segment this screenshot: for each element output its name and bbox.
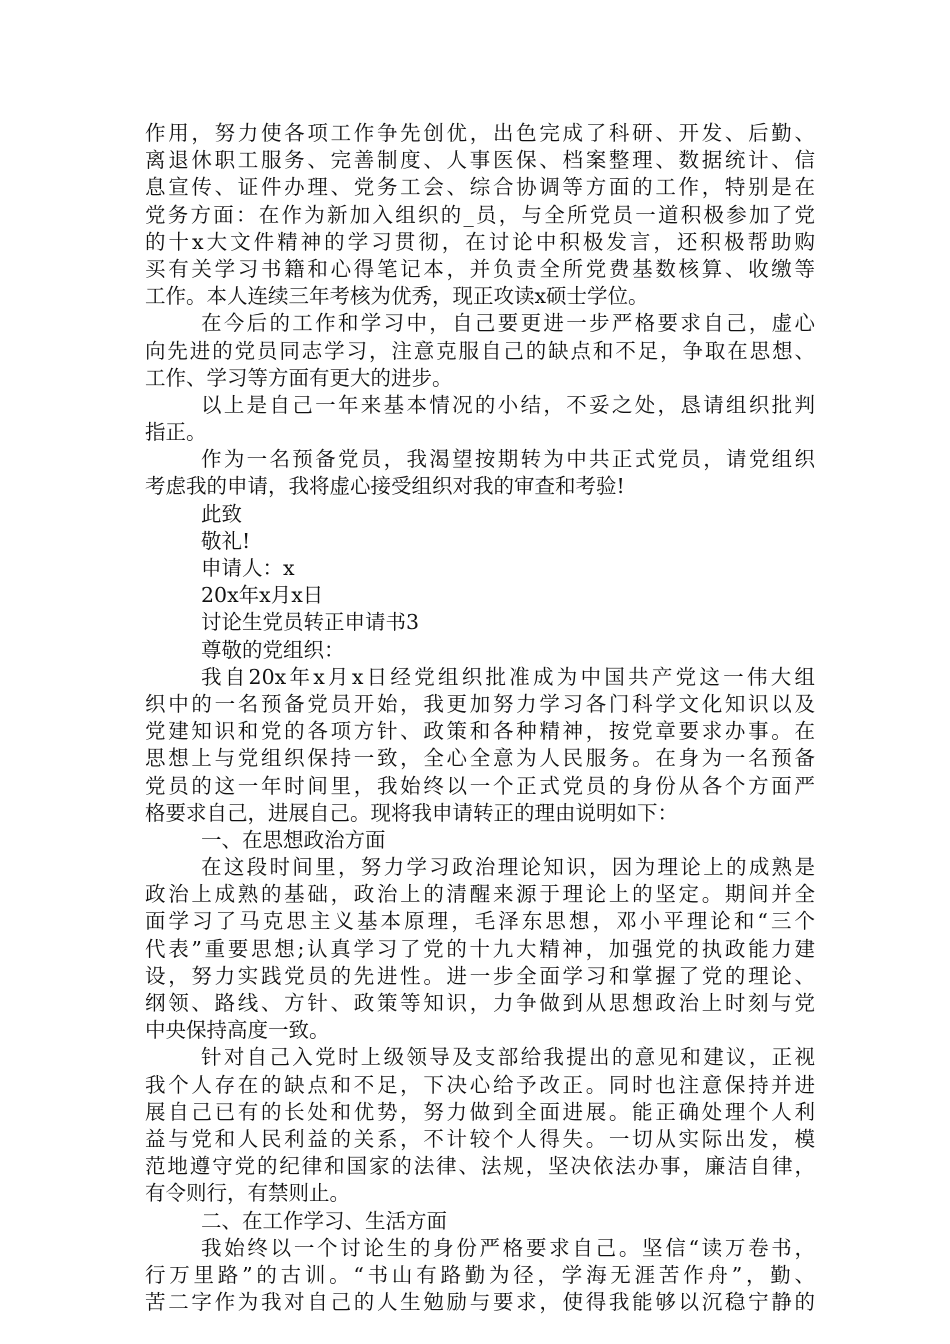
text-line: 党建知识和党的各项方针、政策和各种精神，按党章要求办事。在 bbox=[145, 719, 815, 744]
text-line: 在今后的工作和学习中，自己要更进一步严格要求自己，虚心 bbox=[201, 311, 815, 336]
text-line: 设，努力实践党员的先进性。进一步全面学习和掌握了党的理论、 bbox=[145, 963, 815, 988]
text-line: 作为一名预备党员，我渴望按期转为中共正式党员，请党组织 bbox=[201, 447, 815, 472]
text-line: 考虑我的申请，我将虚心接受组织对我的审查和考验! bbox=[145, 474, 625, 499]
text-line: 我始终以一个讨论生的身份严格要求自己。坚信“读万卷书， bbox=[201, 1235, 815, 1260]
text-line: 益与党和人民利益的关系，不计较个人得失。一切从实际出发，模 bbox=[145, 1126, 815, 1151]
text-line: 纲领、路线、方针、政策等知识，力争做到从思想政治上时刻与党 bbox=[145, 991, 815, 1015]
text-line: 以上是自己一年来基本情况的小结，不妥之处，恳请组织批判 bbox=[201, 392, 815, 417]
text-line: 工作、学习等方面有更大的进步。 bbox=[145, 365, 453, 390]
text-line: 我个人存在的缺点和不足，下决心给予改正。同时也注意保持并进 bbox=[145, 1072, 815, 1097]
text-line: 申请人：x bbox=[201, 556, 295, 580]
text-line: 织中的一名预备党员开始，我更加努力学习各门科学文化知识以及 bbox=[145, 691, 815, 716]
text-line: 尊敬的党组织： bbox=[201, 637, 345, 662]
text-line: 向先进的党员同志学习，注意克服自己的缺点和不足，争取在思想、 bbox=[145, 338, 815, 363]
text-line: 行万里路”的古训。“书山有路勤为径，学海无涯苦作舟”，勤、 bbox=[145, 1262, 815, 1287]
text-line: 二、在工作学习、生活方面 bbox=[201, 1208, 447, 1233]
text-line: 范地遵守党的纪律和国家的法律、法规，坚决依法办事，廉洁自律， bbox=[145, 1154, 815, 1179]
text-line: 此致 bbox=[201, 501, 242, 526]
text-line: 讨论生党员转正申请书3 bbox=[201, 610, 420, 635]
text-line: 作用，努力使各项工作争先创优，出色完成了科研、开发、后勤、 bbox=[145, 121, 815, 145]
text-line: 的十x大文件精神的学习贯彻，在讨论中积极发言，还积极帮助购 bbox=[145, 229, 815, 254]
text-line: 有令则行，有禁则止。 bbox=[145, 1181, 350, 1206]
text-line: 20x年x月x日 bbox=[201, 583, 324, 608]
text-line: 党员的这一年时间里，我始终以一个正式党员的身份从各个方面严 bbox=[145, 773, 815, 798]
text-line: 离退休职工服务、完善制度、人事医保、档案整理、数据统计、信 bbox=[145, 148, 815, 173]
text-line: 政治上成熟的基础，政治上的清醒来源于理论上的坚定。期间并全 bbox=[145, 882, 815, 907]
text-line: 买有关学习书籍和心得笔记本，并负责全所党费基数核算、收缴等 bbox=[145, 256, 815, 281]
text-line: 中央保持高度一致。 bbox=[145, 1018, 330, 1043]
text-line: 敬礼! bbox=[201, 528, 251, 553]
text-line: 苦二字作为我对自己的人生勉励与要求，使得我能够以沉稳宁静的 bbox=[145, 1290, 815, 1315]
text-line: 展自己已有的长处和优势，努力做到全面进展。能正确处理个人利 bbox=[145, 1099, 815, 1124]
text-line: 在这段时间里，努力学习政治理论知识，因为理论上的成熟是 bbox=[201, 855, 815, 880]
text-line: 息宣传、证件办理、党务工会、综合协调等方面的工作，特别是在 bbox=[145, 175, 815, 200]
text-line: 党务方面：在作为新加入组织的_员，与全所党员一道积极参加了党 bbox=[145, 202, 815, 227]
text-line: 思想上与党组织保持一致，全心全意为人民服务。在身为一名预备 bbox=[145, 746, 815, 771]
text-line: 一、在思想政治方面 bbox=[201, 827, 386, 852]
text-line: 面学习了马克思主义基本原理，毛泽东思想，邓小平理论和“三个 bbox=[145, 909, 815, 934]
text-line: 指正。 bbox=[145, 420, 207, 445]
text-line: 格要求自己，进展自己。现将我申请转正的理由说明如下： bbox=[145, 800, 678, 825]
text-line: 工作。本人连续三年考核为优秀，现正攻读x硕士学位。 bbox=[145, 284, 649, 309]
document-body bbox=[145, 120, 815, 1316]
text-line: 针对自己入党时上级领导及支部给我提出的意见和建议，正视 bbox=[201, 1045, 815, 1070]
text-line: 代表”重要思想;认真学习了党的十九大精神，加强党的执政能力建 bbox=[145, 936, 815, 961]
text-line: 我自20x年x月x日经党组织批准成为中国共产党这一伟大组 bbox=[201, 664, 815, 689]
